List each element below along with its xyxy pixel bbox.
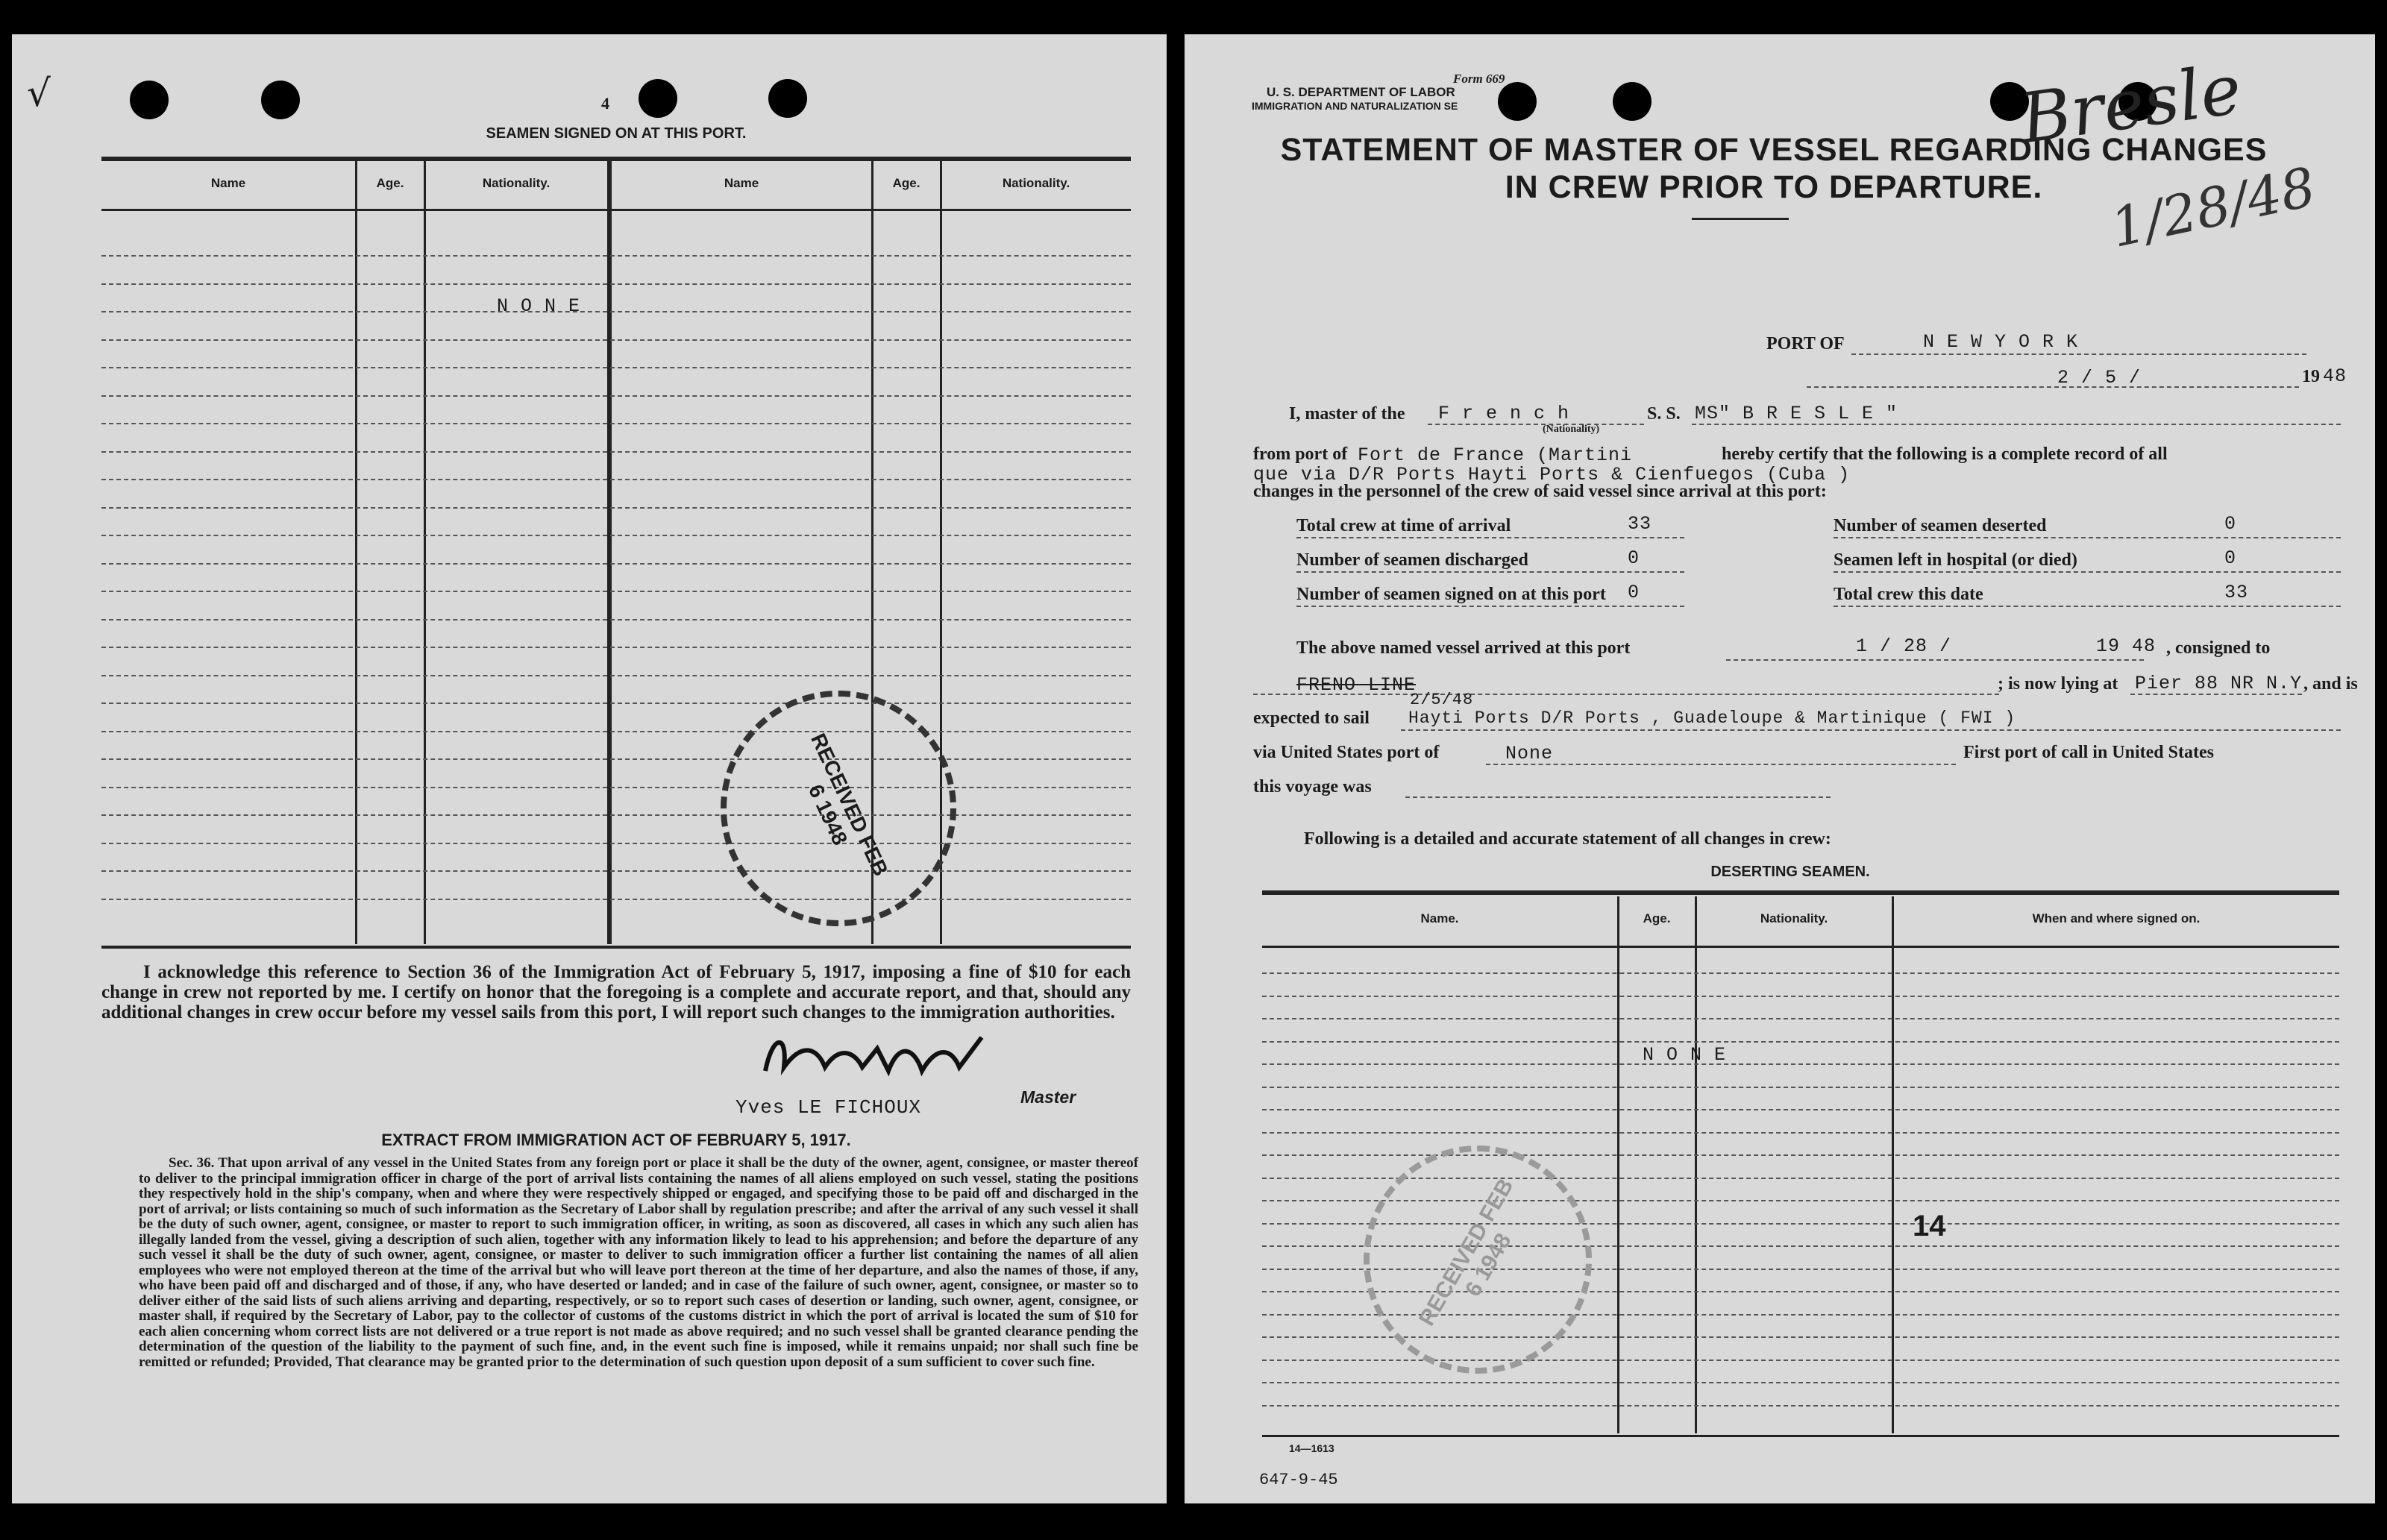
stat-value: 0 [1625,582,1643,603]
master-name: Yves LE FICHOUX [735,1096,922,1119]
stat-line [1834,537,2341,538]
expected-line [1401,729,2341,731]
table-row [101,814,1131,816]
col-divider [1695,896,1697,1433]
from-port-value-2: que via D/R Ports Hayti Ports & Cienfuegos (Cuba ) [1253,464,1851,485]
table-row [101,870,1131,872]
date-value: 2 / 5 / [2057,367,2142,389]
stat-value: 0 [2221,513,2239,535]
following-text: Following is a detailed and accurate statement of all changes in crew: [1304,829,1831,849]
via-line [1486,764,1956,765]
table-row [101,731,1131,732]
table-row [1262,1109,2339,1110]
form-code: 647-9-45 [1259,1471,1338,1489]
table-row [101,703,1131,704]
master-of-label: I, master of the [1289,404,1405,424]
table-row [101,283,1131,285]
punch-hole [261,81,300,119]
table-row [101,507,1131,509]
table-row [101,255,1131,257]
year-prefix: 19 [2302,367,2320,386]
from-port-value: Fort de France (Martini [1358,444,1633,466]
col-divider [607,161,612,944]
master-signature [758,1026,1004,1093]
changes-text: changes in the personnel of the crew of said vessel since arrival at this port: [1253,482,1827,501]
handwritten-date: 1/28/48 [2105,155,2321,260]
stat-value: 33 [1625,513,1654,535]
table-row [101,899,1131,900]
table-row [101,675,1131,676]
page-number: 4 [601,94,609,113]
year-value: 48 [2323,365,2347,387]
punch-hole [639,79,677,118]
master-label: Master [1020,1087,1076,1107]
department: U. S. DEPARTMENT OF LABOR [1267,85,1455,99]
col-divider [424,161,426,944]
col-header-nationality: Nationality. [1760,911,1828,925]
via-label: via United States port of [1253,743,1440,762]
table-row [101,647,1131,648]
left-none-entry: N O N E [497,295,581,317]
stat-label: Seamen left in hospital (or died) [1834,550,2080,571]
nationality-caption: (Nationality) [1543,424,1600,435]
col-divider [1617,896,1619,1433]
left-title: SEAMEN SIGNED ON AT THIS PORT. [486,125,747,142]
stat-line [1296,571,1684,573]
port-line [1851,353,2306,355]
extract-title: EXTRACT FROM IMMIGRATION ACT OF FEBRUARY 5, 1917. [381,1131,851,1149]
table-bottom-rule [101,946,1131,949]
table-row [1262,1132,2339,1134]
deserting-title: DESERTING SEAMEN. [1710,864,1870,880]
table-row [101,563,1131,565]
via-value: None [1505,743,1554,764]
table-row [101,758,1131,760]
lying-label: ; is now lying at [1998,674,2118,694]
table-row [101,339,1131,341]
stat-label: Number of seamen signed on at this port [1296,585,1609,605]
stat-line [1834,606,2341,607]
table-row [101,843,1131,844]
table-row [1262,1154,2339,1156]
stat-line [1296,606,1684,607]
check-mark: √ [27,72,51,115]
header-rule [101,209,1131,211]
col-header-age: Age. [1643,911,1671,925]
col-header-age: Age. [376,176,404,190]
title-line-1: STATEMENT OF MASTER OF VESSEL REGARDING CHANGES [1280,132,2268,168]
stat-line [1296,537,1684,538]
vessel-value: MS" B R E S L E " [1695,403,1898,424]
punch-hole [768,79,807,118]
arrived-line [1726,659,2144,661]
voyage-line [1405,796,1831,798]
right-page [1185,34,2375,1503]
certify-text: hereby certify that the following is a complete record of all [1722,444,2168,464]
expected-date: 2/5/48 [1410,691,1474,709]
form-number: Form 669 [1453,72,1505,86]
consigned-label: , consigned to [2166,638,2271,658]
first-port-label: First port of call in United States [1963,743,2214,762]
arrived-label: The above named vessel arrived at this port [1296,638,1631,658]
col-header-when-where: When and where signed on. [2032,911,2201,925]
table-row [101,395,1131,397]
stat-label: Total crew at time of arrival [1296,516,1514,536]
table-bottom-rule [1262,1435,2339,1437]
col-header-name: Name [210,176,246,190]
table-row [101,423,1131,424]
stat-label: Total crew this date [1834,585,1986,605]
title-underline [1692,218,1789,220]
and-is: , and is [2303,674,2358,694]
stat-value: 0 [1625,547,1643,569]
stamp-text: RECEIVED FEB 6 1948 [803,729,893,880]
deserting-top-rule [1262,890,2339,895]
table-row [1262,1382,2339,1383]
deserting-none-entry: N O N E [1643,1044,1727,1066]
table-row [1262,1087,2339,1088]
stat-label: Number of seamen deserted [1834,516,2050,536]
print-code: 14—1613 [1289,1442,1334,1454]
section-36-text: Sec. 36. That upon arrival of any vessel in the United States from any foreign port or place it shall be the duty of the owner, agent, consignee, or master thereof to deliver to the principal immigration officer in charge of the port of arrival lists containing the names of all aliens employed on such vessel, stating the positions they respectively hold in the ship's company, when and where they were respectively shipped or engaged, and specifying those to be paid off and discharged in the port of arrival; or lists containing so much of such information as the Secretary of Labor shall by regulation prescribe; and after the arrival of any such vessel it shall be the duty of such owner, agent, consignee, or master to report to such immigration officer, in writing, as soon as discovered, all cases in which any such alien has illegally landed from the vessel, giving a description of such alien, together with any information likely to lead to his apprehension; and before the departure of any such vessel it shall be the duty of such owner, agent, consignee, or master to deliver to such immigration officer a further list containing the names of all alien employees who were not employed thereon at the time of the arrival but who will leave port thereon at the time of her departure, and also the names of those, if any, who have been paid off and discharged and of those, if any, who have deserted or landed; and in case of the failure of such owner, agent, consignee, or master so to deliver either of the said lists of such aliens arriving and departing, respectively, or so to report such cases of desertion or landing, such owner, agent, consignee, or master shall, if required by the Secretary of Labor, pay to the collector of customs of the customs district in which the port of arrival is located the sum of $10 for each alien concerning whom correct lists are not delivered or a true report is not made as above required; and no such vessel shall be granted clearance pending the determination of the question of the liability to the payment of such fine, and, in the event such fine is imposed, while it remains unpaid; nor shall such fine be remitted or refunded; Provided, That clearance may be granted prior to the determination of such question upon deposit of a sum sufficient to cover such fine. [139,1155,1138,1370]
table-row [1262,1018,2339,1019]
received-stamp [721,691,956,926]
col-header-nationality: Nationality. [1002,176,1070,190]
voyage-label: this voyage was [1253,777,1372,796]
col-divider [1892,896,1894,1433]
table-row [101,591,1131,592]
table-row [101,451,1131,453]
port-value: N E W Y O R K [1923,331,2079,353]
table-top-rule [101,157,1131,161]
stat-line [1834,571,2341,573]
punch-hole [1498,82,1537,121]
stat-label: Number of seamen discharged [1296,550,1531,571]
table-row [1262,1063,2339,1065]
punch-hole [1613,82,1652,121]
col-header-name: Name. [1420,911,1459,925]
col-divider [355,161,357,944]
from-port-label: from port of [1253,444,1348,464]
col-header-age: Age. [892,176,920,190]
table-row [101,787,1131,788]
header-rule [1262,946,2339,948]
punch-hole [130,81,169,119]
left-page [12,34,1167,1503]
title-line-2: IN CREW PRIOR TO DEPARTURE. [1505,169,2043,205]
expected-label: expected to sail [1253,708,1370,728]
table-row [1262,1041,2339,1043]
arrived-value: 1 / 28 / [1856,635,1952,657]
faint-received-stamp [1364,1145,1592,1374]
handwritten-vessel-name: Bresle [2016,48,2247,160]
stamp-text: RECEIVED FEB 6 1948 [1414,1174,1519,1330]
table-row [101,619,1131,620]
table-row [101,367,1131,368]
date-line [1807,386,2299,388]
arrived-year: 19 48 [2096,635,2157,657]
consignee-value: FRENO LINE [1296,674,1417,696]
table-row [101,535,1131,536]
service: IMMIGRATION AND NATURALIZATION SE [1252,100,1458,112]
lying-value: Pier 88 NR N.Y [2135,673,2303,694]
table-row [1262,1405,2339,1407]
table-row [101,479,1131,480]
col-header-name: Name [724,176,759,190]
col-header-nationality: Nationality. [482,176,551,190]
nationality-value: F r e n c h [1438,403,1570,424]
stat-value: 33 [2221,582,2251,603]
table-row [101,311,1131,312]
stat-value: 0 [2221,547,2239,569]
expected-value: Hayti Ports D/R Ports , Guadeloupe & Martinique ( FWI ) [1408,708,2016,728]
page-count: 14 [1913,1210,1946,1242]
table-row [1262,972,2339,974]
table-row [1262,996,2339,997]
vessel-prefix: S. S. [1647,404,1681,424]
acknowledgement: I acknowledge this reference to Section 36 of the Immigration Act of February 5, 1917, imposing a fine of $10 for each change in crew not reported by me. I certify on honor that the foregoing is a complete and accurate report, and that, should any additional changes in crew occur before my vessel sails from this port, I will report such changes to the immigration authorities. [101,962,1131,1022]
port-label: PORT OF [1766,334,1845,353]
